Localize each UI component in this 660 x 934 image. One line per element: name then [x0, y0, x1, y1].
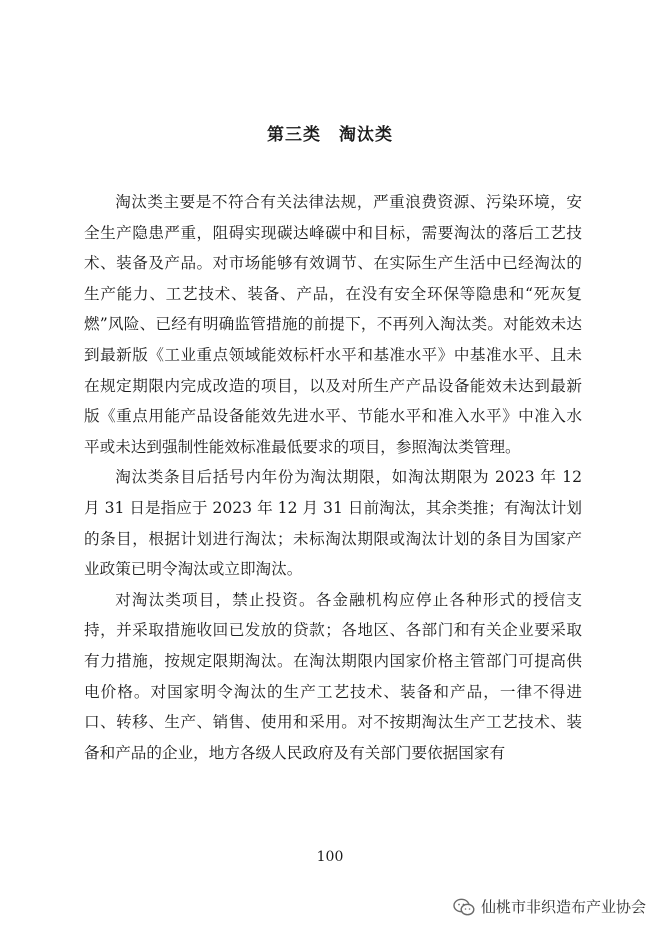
section-heading: 第三类 淘汰类 [267, 125, 393, 145]
paragraph-3: 对淘汰类项目，禁止投资。各金融机构应停止各种形式的授信支持，并采取措施收回已发放的贷款；各地区、各部门和有关企业要采取有力措施，按规定限期淘汰。在淘汰期限内国家价格主管部门可提高供电价格。对国家明令淘汰的生产工艺技术、装备和产品，一律不得进口、转移、生产、销售、使用和采用。对不按期淘汰生产工艺技术、装备和产品的企业，地方各级人民政府及有关部门要依据国家有 [84, 590, 582, 762]
paragraph-1: 淘汰类主要是不符合有关法律法规，严重浪费资源、污染环境，安全生产隐患严重，阻碍实现碳达峰碳中和目标，需要淘汰的落后工艺技术、装备及产品。对市场能够有效调节、在实际生产生活中已经淘汰的生产能力、工艺技术、装备、产品，在没有安全环保等隐患和“死灰复燃”风险、已经有明确监管措施的前提下，不再列入淘汰类。对能效未达到最新版《工业重点领域能效标杆水平和基准水平》中基准水平、且未在规定期限内完成改造的项目，以及对所生产产品设备能效未达到最新版《重点用能产品设备能效先进水平、节能水平和准入水平》中准入水平或未达到强制性能效标准最低要求的项目，参照淘汰类管理。 [84, 193, 582, 456]
body-text [84, 187, 582, 768]
wechat-icon [453, 898, 475, 916]
paragraph-2: 淘汰类条目后括号内年份为淘汰期限，如淘汰期限为 2023 年 12 月 31 日是指应于 2023 年 12 月 31 日前淘汰，其余类推；有淘汰计划的条目，根据计划进行淘汰；未标淘汰期限或淘汰计划的条目为国家产业政策已明令淘汰或立即淘汰。 [84, 468, 582, 579]
watermark-text: 仙桃市非织造布产业协会 [480, 898, 646, 916]
page-number: 100 [316, 849, 344, 865]
watermark [453, 896, 646, 917]
